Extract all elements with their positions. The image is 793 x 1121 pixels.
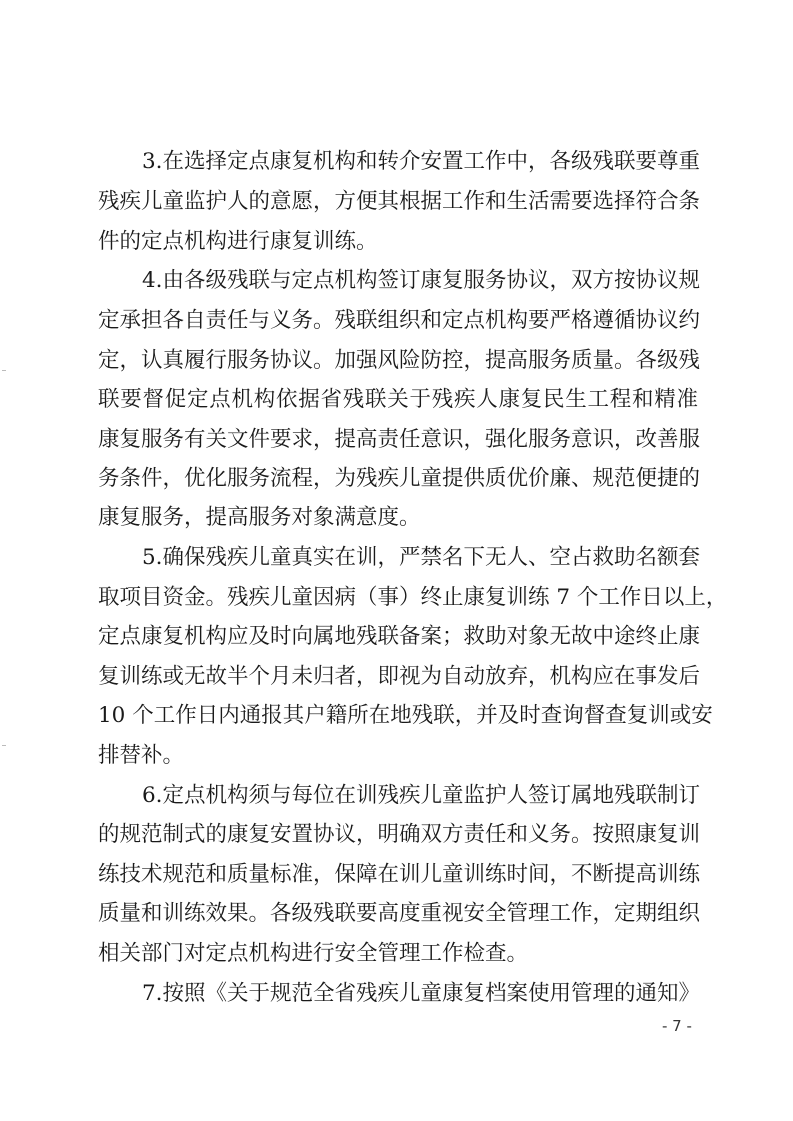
paragraph-4-line-4: 联要督促定点机构依据省残联关于残疾人康复民生工程和精准 xyxy=(98,387,698,412)
paragraph-6-line-5: 相关部门对定点机构进行安全管理工作检查。 xyxy=(98,941,529,966)
page-number: - 7 - xyxy=(662,1017,692,1035)
paragraph-3-line-3: 件的定点机构进行康复训练。 xyxy=(98,229,378,254)
paragraph-4-line-3: 定，认真履行服务协议。加强风险防控，提高服务质量。各级残 xyxy=(98,348,701,373)
paragraph-4-line-7: 康复服务，提高服务对象满意度。 xyxy=(98,505,421,530)
paragraph-6-line-1: 6.定点机构须与每位在训残疾儿童监护人签订属地残联制订 xyxy=(142,783,701,808)
paragraph-5-line-3: 定点康复机构应及时向属地残联备案；救助对象无故中途终止康 xyxy=(98,624,701,649)
paragraph-7-line-1: 7.按照《关于规范全省残疾儿童康复档案使用管理的通知》 xyxy=(142,981,701,1006)
paragraph-4-line-1: 4.由各级残联与定点机构签订康复服务协议，双方按协议规 xyxy=(142,268,701,293)
paragraph-6-line-4: 质量和训练效果。各级残联要高度重视安全管理工作，定期组织 xyxy=(98,901,701,926)
paragraph-4-line-5: 康复服务有关文件要求，提高责任意识，强化服务意识，改善服 xyxy=(98,427,701,452)
scan-margin-mark xyxy=(2,370,6,371)
paragraph-5-line-2: 取项目资金。残疾儿童因病（事）终止康复训练 7 个工作日以上， xyxy=(98,585,728,610)
scan-margin-mark xyxy=(2,745,6,746)
paragraph-4-line-6: 务条件，优化服务流程，为残疾儿童提供质优价廉、规范便捷的 xyxy=(98,466,701,491)
paragraph-5-line-5: 10 个工作日内通报其户籍所在地残联，并及时查询督查复训或安 xyxy=(98,703,713,728)
paragraph-3-line-2: 残疾儿童监护人的意愿，方便其根据工作和生活需要选择符合条 xyxy=(98,189,701,214)
paragraph-6-line-2: 的规范制式的康复安置协议，明确双方责任和义务。按照康复训 xyxy=(98,822,701,847)
paragraph-5-line-1: 5.确保残疾儿童真实在训，严禁名下无人、空占救助名额套 xyxy=(142,545,701,570)
paragraph-5-line-4: 复训练或无故半个月未归者，即视为自动放弃，机构应在事发后 xyxy=(98,664,701,689)
paragraph-3-line-1: 3.在选择定点康复机构和转介安置工作中，各级残联要尊重 xyxy=(142,149,701,174)
paragraph-4-line-2: 定承担各自责任与义务。残联组织和定点机构要严格遵循协议约 xyxy=(98,308,701,333)
paragraph-5-line-6: 排替补。 xyxy=(98,743,185,768)
paragraph-6-line-3: 练技术规范和质量标准，保障在训儿童训练时间，不断提高训练 xyxy=(98,862,701,887)
